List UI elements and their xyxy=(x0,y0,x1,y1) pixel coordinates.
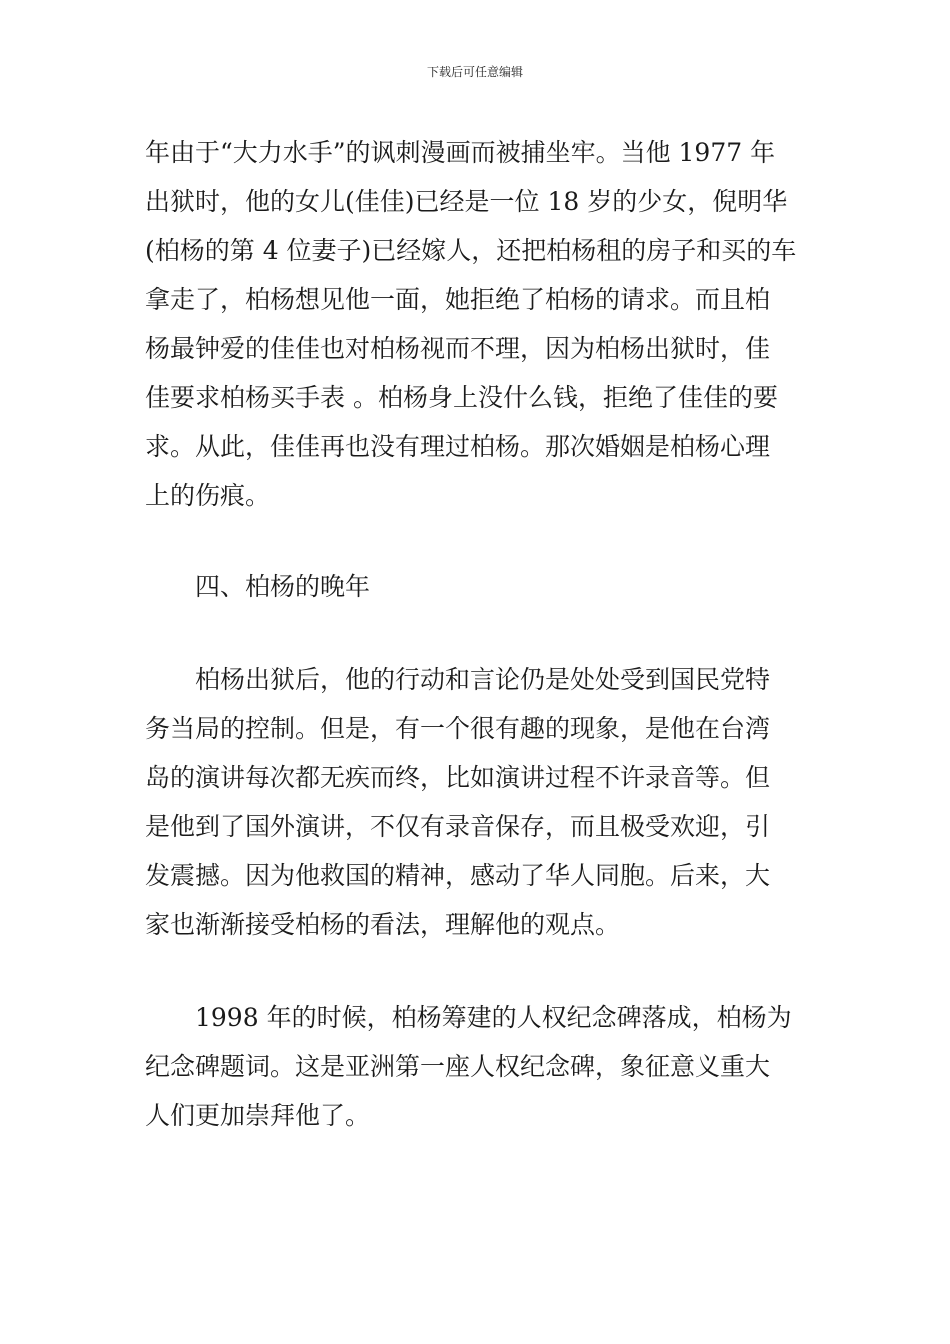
text-line: 人们更加崇拜他了。 xyxy=(145,1101,371,1130)
text-line: 1998 年的时候，柏杨筹建的人权纪念碑落成，柏杨为 xyxy=(195,1003,792,1032)
text-line: 家也渐渐接受柏杨的看法，理解他的观点。 xyxy=(145,910,621,939)
text-line: 是他到了国外演讲，不仅有录音保存，而且极受欢迎，引 xyxy=(145,812,771,841)
paragraph-3 xyxy=(145,993,807,1140)
text-line: 年由于“大力水手”的讽刺漫画而被捕坐牢。当他 1977 年 xyxy=(145,138,776,167)
text-line: 纪念碑题词。这是亚洲第一座人权纪念碑，象征意义重大 xyxy=(145,1052,771,1081)
page-header: 下载后可任意编辑 xyxy=(426,65,523,79)
text-line: 出狱时，他的女儿(佳佳)已经是一位 18 岁的少女，倪明华 xyxy=(145,187,788,216)
text-line: 柏杨出狱后，他的行动和言论仍是处处受到国民党特 xyxy=(195,665,771,694)
text-line: 岛的演讲每次都无疾而终，比如演讲过程不许录音等。但 xyxy=(145,763,771,792)
text-line: (柏杨的第 4 位妻子)已经嫁人，还把柏杨租的房子和买的车 xyxy=(145,236,797,265)
section-heading: 四、柏杨的晚年 xyxy=(195,572,371,601)
text-line: 杨最钟爱的佳佳也对柏杨视而不理，因为柏杨出狱时，佳 xyxy=(145,334,771,363)
document-body xyxy=(145,128,807,1140)
text-line: 务当局的控制。但是，有一个很有趣的现象，是他在台湾 xyxy=(145,714,771,743)
text-line: 佳要求柏杨买手表 。柏杨身上没什么钱，拒绝了佳佳的要 xyxy=(145,383,778,412)
text-line: 拿走了，柏杨想见他一面，她拒绝了柏杨的请求。而且柏 xyxy=(145,285,771,314)
text-line: 上的伤痕。 xyxy=(145,481,271,510)
text-line: 求。从此，佳佳再也没有理过柏杨。那次婚姻是柏杨心理 xyxy=(145,432,771,461)
paragraph-2 xyxy=(145,655,807,949)
text-line: 发震撼。因为他救国的精神，感动了华人同胞。后来，大 xyxy=(145,861,771,890)
paragraph-1 xyxy=(145,128,807,520)
